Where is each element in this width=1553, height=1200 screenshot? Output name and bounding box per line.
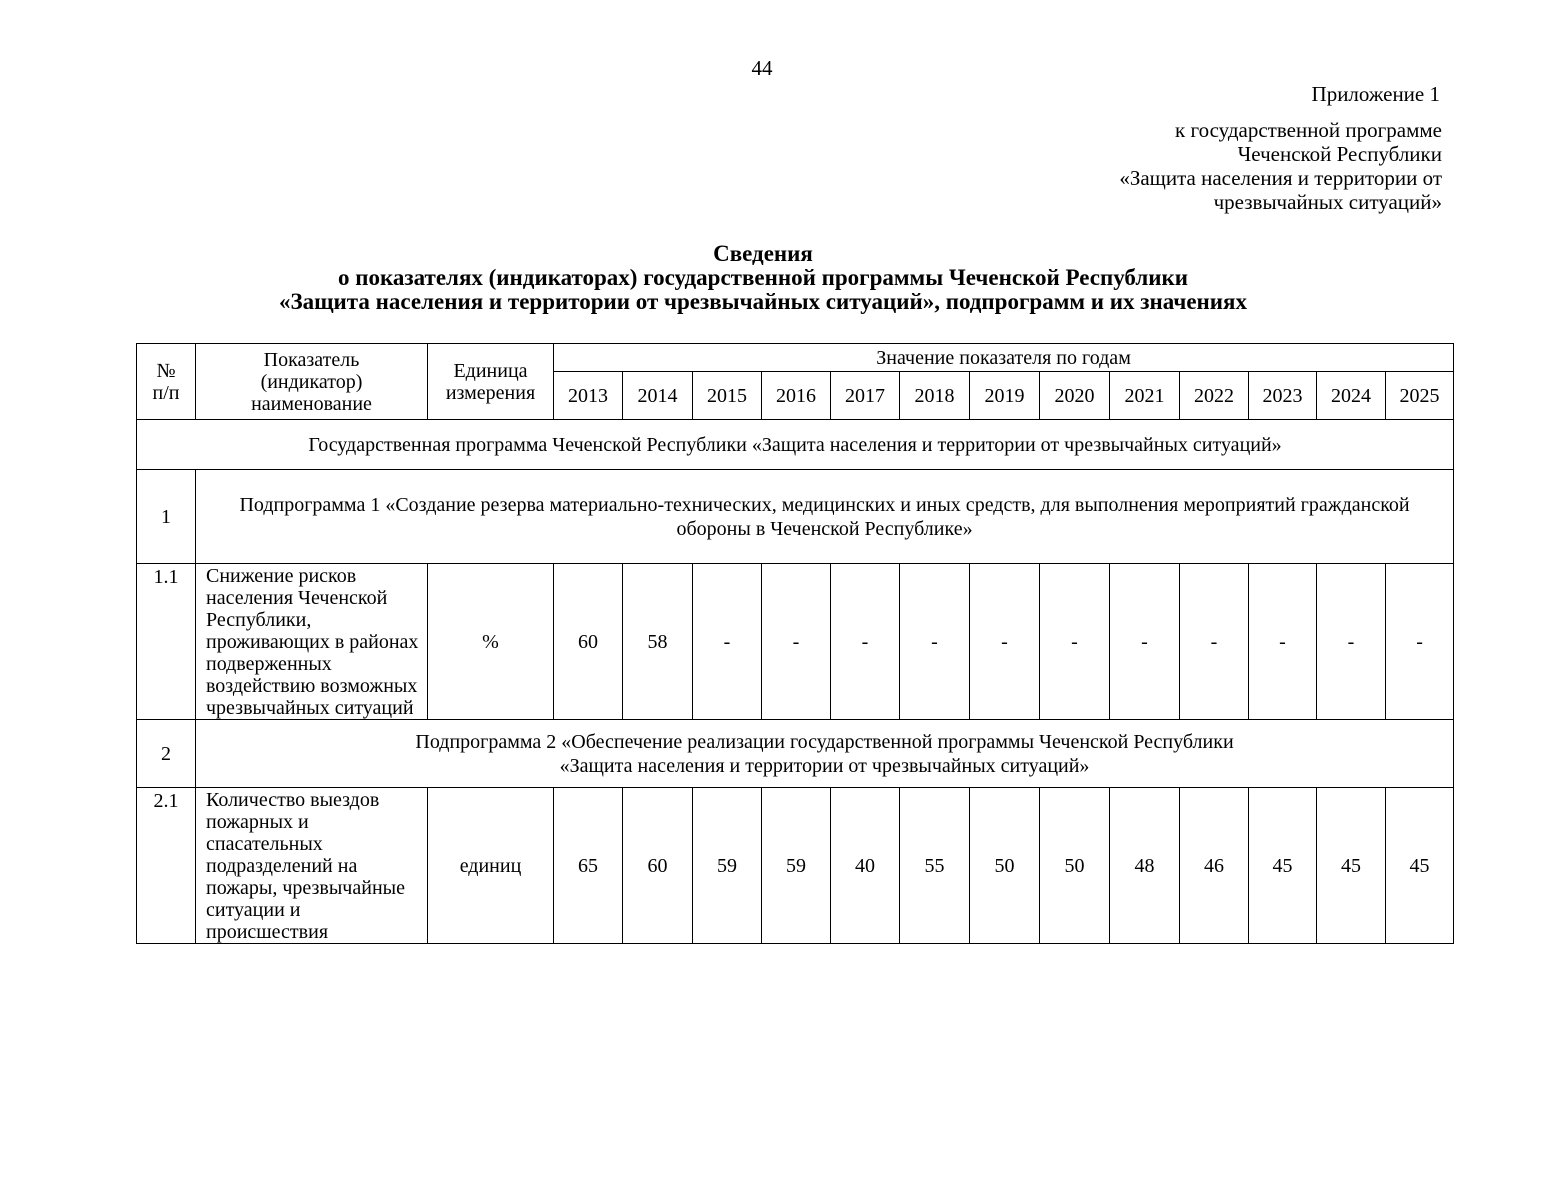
subprogram-title — [196, 470, 1454, 564]
header-indicator: Показатель (индикатор) наименование — [196, 344, 428, 420]
value-cell: - — [1040, 564, 1110, 720]
value-cell: - — [693, 564, 762, 720]
appendix-line: «Защита населения и территории от — [1119, 166, 1442, 190]
value-cell: - — [1317, 564, 1386, 720]
subprogram-title-line: «Защита населения и территории от чрезвычайных ситуаций» — [559, 754, 1090, 777]
appendix-line: Чеченской Республики — [1237, 142, 1442, 166]
subprogram-title-text: Подпрограмма 1 «Создание резерва материально-технических, медицинских и иных средств, для выполнения мероприятий гражданской обороны в Чеченской Республике» — [239, 493, 1410, 540]
value-cell: - — [970, 564, 1040, 720]
header-year: 2020 — [1040, 372, 1110, 420]
value-cell: 45 — [1386, 788, 1454, 944]
appendix-label: Приложение 1 — [1311, 82, 1440, 106]
value-cell: 48 — [1110, 788, 1180, 944]
indicator-unit: % — [428, 564, 554, 720]
value-cell: 59 — [693, 788, 762, 944]
value-cell: - — [762, 564, 831, 720]
value-cell: - — [1249, 564, 1317, 720]
header-year: 2015 — [693, 372, 762, 420]
header-year: 2016 — [762, 372, 831, 420]
header-year: 2019 — [970, 372, 1040, 420]
header-year: 2025 — [1386, 372, 1454, 420]
header-year: 2024 — [1317, 372, 1386, 420]
value-cell: 58 — [623, 564, 693, 720]
title-line: Сведения — [713, 241, 813, 266]
header-values-by-year: Значение показателя по годам — [554, 344, 1454, 372]
title-line: «Защита населения и территории от чрезвычайных ситуаций», подпрограмм и их значениях — [279, 289, 1247, 314]
header-year: 2017 — [831, 372, 900, 420]
header-year: 2013 — [554, 372, 623, 420]
header-year: 2014 — [623, 372, 693, 420]
subprogram-title-line: Подпрограмма 2 «Обеспечение реализации государственной программы Чеченской Республики — [415, 730, 1234, 753]
value-cell: 40 — [831, 788, 900, 944]
value-cell: - — [1110, 564, 1180, 720]
value-cell: 60 — [623, 788, 693, 944]
value-cell: 60 — [554, 564, 623, 720]
row-num: 2.1 — [137, 788, 196, 944]
subprogram-title — [196, 720, 1454, 788]
appendix-line: чрезвычайных ситуаций» — [1213, 190, 1442, 214]
program-title: Государственная программа Чеченской Республики «Защита населения и территории от чрезвычайных ситуаций» — [137, 420, 1454, 470]
value-cell: 45 — [1249, 788, 1317, 944]
indicator-name: Снижение рисков населения Чеченской Республики, проживающих в районах подверженных воздействию возможных чрезвычайных ситуаций — [196, 564, 428, 720]
header-num: № п/п — [137, 344, 196, 420]
document-title — [0, 242, 1526, 314]
value-cell: - — [831, 564, 900, 720]
indicator-row — [137, 564, 1454, 720]
value-cell: 55 — [900, 788, 970, 944]
header-year: 2023 — [1249, 372, 1317, 420]
value-cell: 50 — [970, 788, 1040, 944]
row-num: 1.1 — [137, 564, 196, 720]
value-cell: 65 — [554, 788, 623, 944]
value-cell: - — [1386, 564, 1454, 720]
header-year: 2018 — [900, 372, 970, 420]
program-row — [137, 420, 1454, 470]
subprogram-row — [137, 720, 1454, 788]
indicator-row — [137, 788, 1454, 944]
row-num: 2 — [137, 720, 196, 788]
row-num: 1 — [137, 470, 196, 564]
value-cell: - — [1180, 564, 1249, 720]
indicator-unit: единиц — [428, 788, 554, 944]
header-unit: Единица измерения — [428, 344, 554, 420]
value-cell: 45 — [1317, 788, 1386, 944]
value-cell: 50 — [1040, 788, 1110, 944]
value-cell: - — [900, 564, 970, 720]
page-number: 44 — [751, 56, 773, 80]
appendix-line: к государственной программе — [1175, 118, 1442, 142]
appendix-reference — [1119, 118, 1442, 214]
header-year: 2021 — [1110, 372, 1180, 420]
indicator-name: Количество выездов пожарных и спасательных подразделений на пожары, чрезвычайные ситуации и происшествия — [196, 788, 428, 944]
title-line: о показателях (индикаторах) государственной программы Чеченской Республики — [337, 265, 1188, 290]
subprogram-row — [137, 470, 1454, 564]
value-cell: 46 — [1180, 788, 1249, 944]
indicators-table — [136, 343, 1454, 944]
header-year: 2022 — [1180, 372, 1249, 420]
value-cell: 59 — [762, 788, 831, 944]
header-row — [137, 344, 1454, 372]
